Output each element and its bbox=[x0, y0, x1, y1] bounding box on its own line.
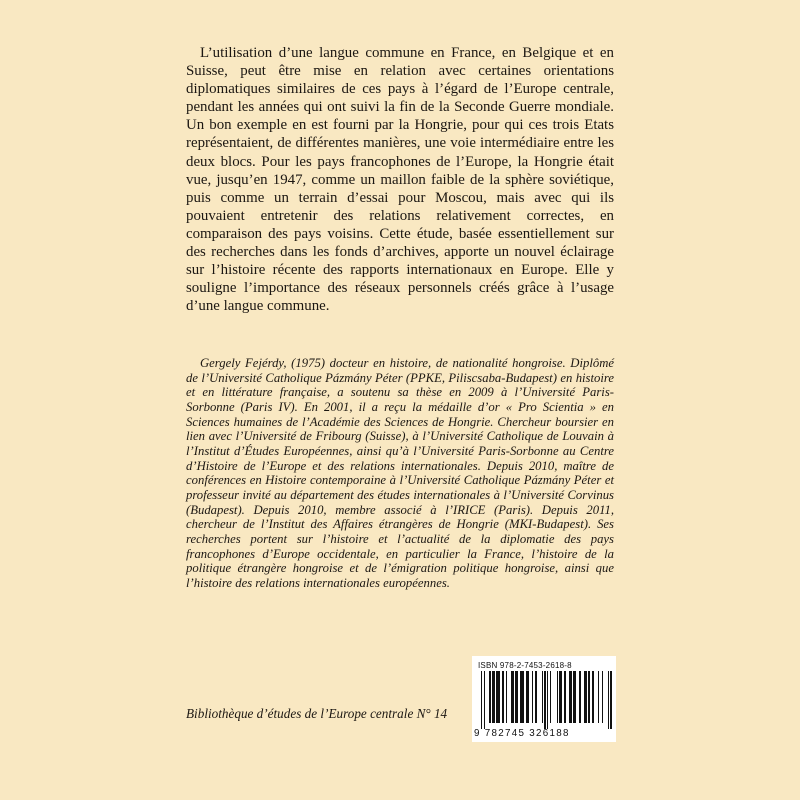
barcode-icon bbox=[481, 671, 613, 729]
isbn-label: ISBN 978-2-7453-2618-8 bbox=[478, 661, 572, 670]
ean-digits: 9 782745 326188 bbox=[474, 728, 570, 739]
summary-paragraph: L’utilisation d’une langue commune en France, en Belgique et en Suisse, peut être mise en relation avec certaines orientations diplomatiques similaires de ces pays à l’égard de l’Europe centrale, pendant les années qui ont suivi la fin de la Seconde Guerre mondiale. Un bon exemple en est fourni par la Hongrie, pour qui ces trois Etats représentaient, de différentes manières, une voie intermédiaire entre les deux blocs. Pour les pays francophones de l’Europe, la Hongrie était vue, jusqu’en 1947, comme un maillon faible de la sphère soviétique, puis comme un terrain d’essai pour Moscou, mais avec qui ils pouvaient entretenir des relations relativement correctes, en comparaison des pays voisins. Cette étude, basée essentiellement sur des recherches dans les fonds d’archives, apporte un nouvel éclairage sur l’histoire récente des rapports internationaux en Europe. Elle y souligne l’importance des réseaux personnels créés grâce à l’usage d’une langue commune. bbox=[186, 45, 614, 315]
barcode-bar bbox=[610, 671, 611, 729]
series-title: Bibliothèque d’études de l’Europe centrale N° 14 bbox=[186, 706, 448, 721]
author-biography: Gergely Fejérdy, (1975) docteur en histoire, de nationalité hongroise. Diplômé de l’Université Catholique Pázmány Péter (PPKE, Piliscsaba-Budapest) en histoire et en littérature française, a soutenu sa thèse en 2009 à l’Université Paris-Sorbonne (Paris IV). En 2001, il a reçu la médaille d’or « Pro Scientia » en Sciences humaines de l’Académie des Sciences de Hongrie. Chercheur boursier en lien avec l’Université de Fribourg (Suisse), à l’Université Catholique de Louvain à l’Institut d’Études Européennes, ainsi qu’à l’Université Paris-Sorbonne au Centre d’Histoire de l’Europe et des relations internationales. Depuis 2010, maître de conférences en Histoire contemporaine à l’Université Catholique Pázmány Péter et professeur invité au département des études internationales à l’Université Corvinus (Budapest). Depuis 2010, membre associé à l’IRICE (Paris). Depuis 2011, chercheur de l’Institut des Affaires étrangères de Hongrie (MKI-Budapest). Ses recherches portent sur l’histoire et l’actualité de la diplomatie des pays francophones d’Europe occidentale, en particulier la France, l’histoire de la politique étrangère hongroise et de l’émigration politique hongroise, ainsi que l’histoire des relations internationales européennes. bbox=[186, 356, 614, 590]
